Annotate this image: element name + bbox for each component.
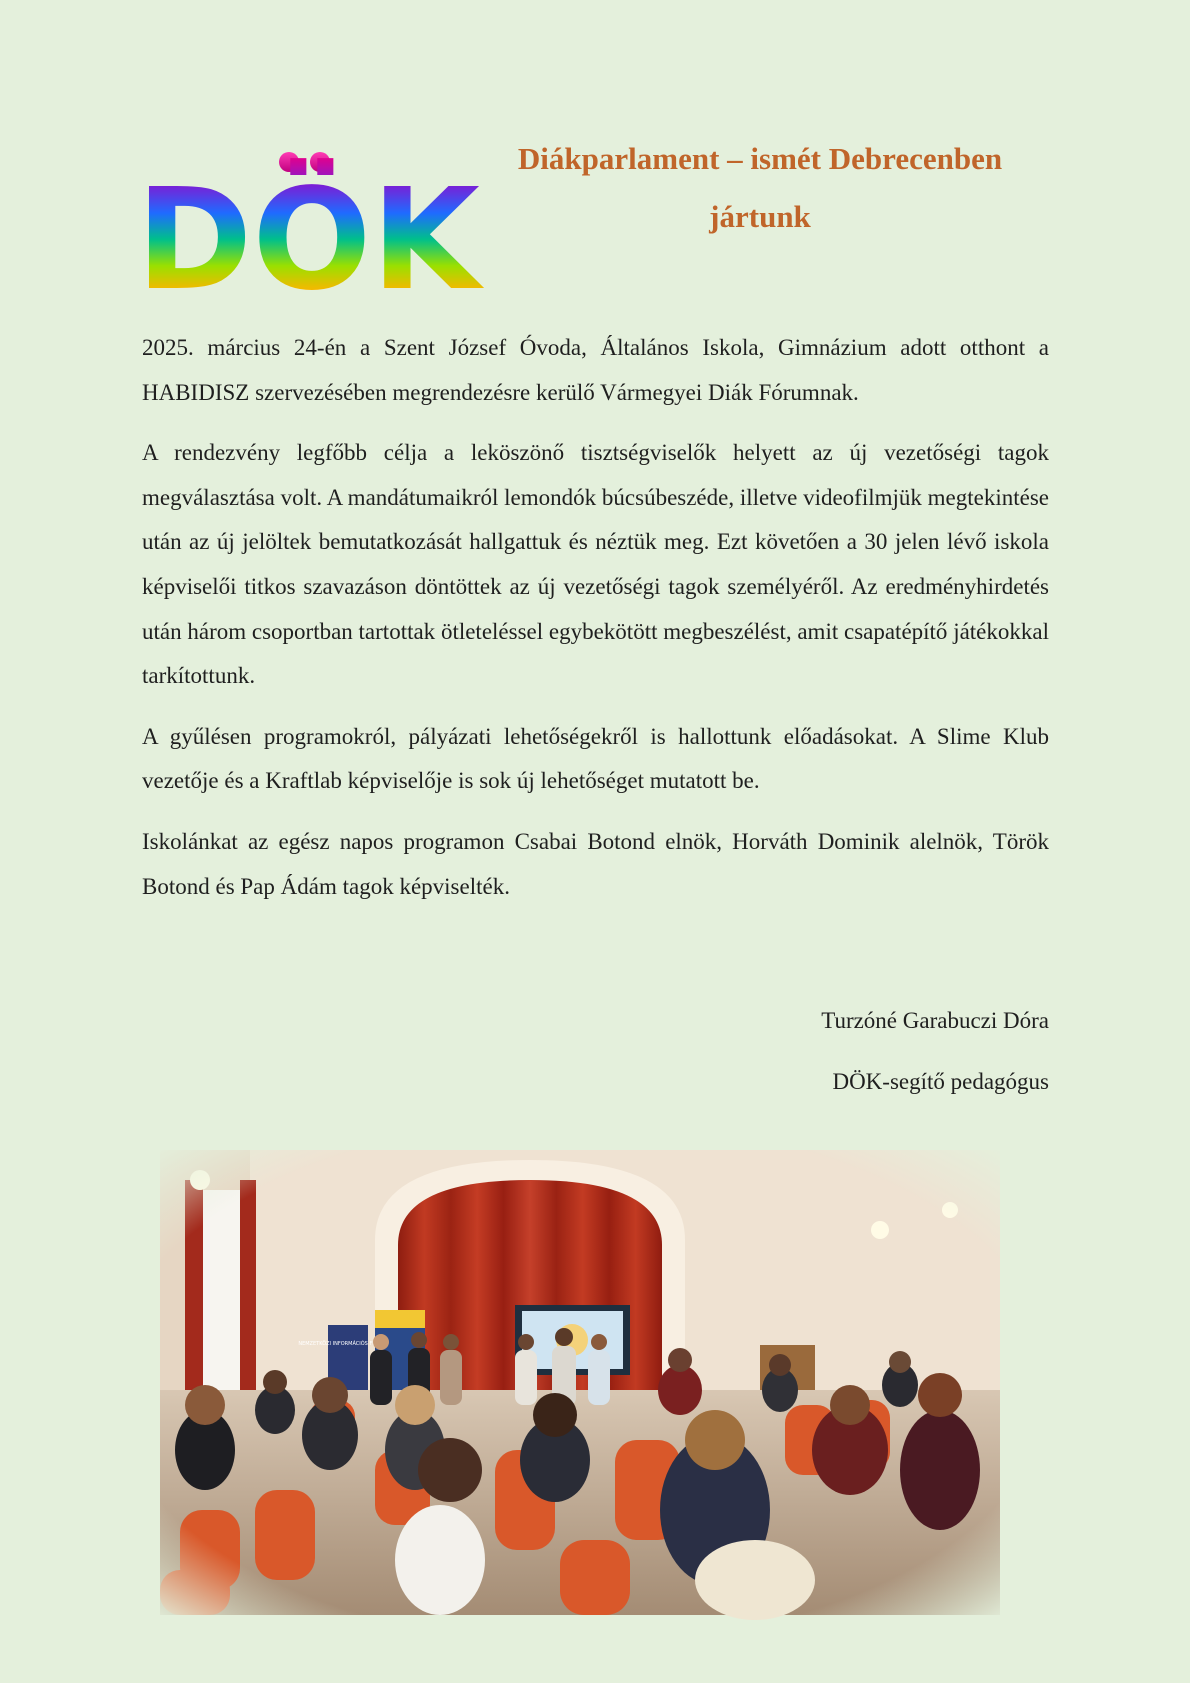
event-photo-illustration (160, 1150, 1000, 1615)
signature-role: DÖK-segítő pedagógus (832, 1069, 1049, 1094)
title-line-2: jártunk (709, 199, 811, 234)
title-line-1: Diákparlament – ismét Debrecenben (517, 141, 1003, 176)
dok-logo-graphic (136, 148, 480, 322)
event-photo (160, 1150, 1000, 1615)
logo-text: DÖK (136, 159, 480, 322)
dok-logo (136, 148, 480, 322)
paragraph-2: A rendezvény legfőbb célja a leköszönő tisztségviselők helyett az új vezetőségi tagok megválasztása volt. A mandátumaikról lemondók búcsúbeszéde, illetve videofilmjük megtekintése után az új jelöltek bemutatkozását hallgattuk és néztük meg. Ezt követően a 30 jelen lévő iskola képviselői titkos szavazáson döntöttek az új vezetőségi tagok személyéről. Az eredményhirdetés után három csoportban tartottak ötleteléssel egybekötött megbeszélést, amit csapatépítő játékokkal tarkítottunk. (142, 440, 1049, 689)
photo-vignette (160, 1150, 1000, 1615)
signature-name: Turzóné Garabuczi Dóra (821, 1008, 1049, 1033)
paragraph-4: Iskolánkat az egész napos programon Csabai Botond elnök, Horváth Dominik alelnök, Török Botond és Pap Ádám tagok képviselték. (142, 828, 1049, 899)
paragraph-1: 2025. március 24-én a Szent József Óvoda, Általános Iskola, Gimnázium adott otthont a HABIDISZ szervezésében megrendezésre kerülő Vármegyei Diák Fórumnak. (142, 335, 1049, 405)
article-body (142, 326, 1049, 925)
page-title (470, 130, 1050, 246)
signature-block (821, 990, 1049, 1112)
paragraph-3: A gyűlésen programokról, pályázati lehetőségekről is hallottunk előadásokat. A Slime Klub vezetője és a Kraftlab képviselője is sok új lehetőséget mutatott be. (142, 723, 1049, 794)
